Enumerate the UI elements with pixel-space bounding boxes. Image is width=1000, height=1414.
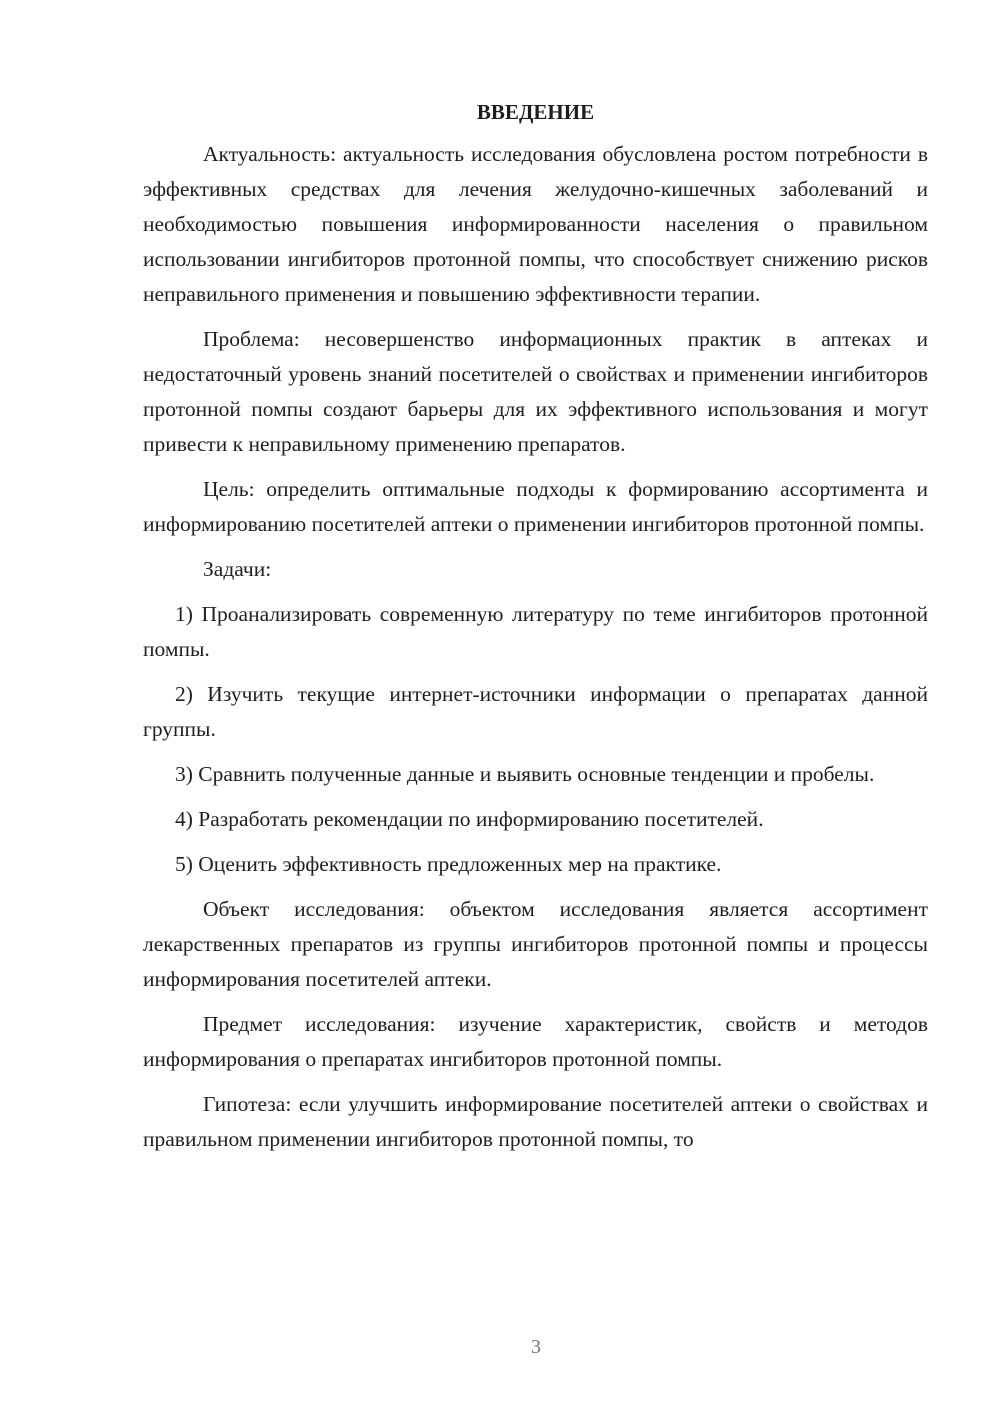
object-paragraph: Объект исследования: объектом исследования является ассортимент лекарственных препаратов из группы ингибиторов протонной помпы и процессы информирования посетителей аптеки.: [143, 897, 928, 991]
relevance-paragraph: Актуальность: актуальность исследования обусловлена ростом потребности в эффективных средствах для лечения желудочно-кишечных заболеваний и необходимостью повышения информированности населения о правильном использовании ингибиторов протонной помпы, что способствует снижению рисков неправильного применения и повышению эффективности терапии.: [143, 142, 928, 306]
section-title: ВВЕДЕНИЕ: [476, 100, 595, 124]
task-item-5: 5) Оценить эффективность предложенных мер на практике.: [175, 852, 722, 876]
task-item-4: 4) Разработать рекомендации по информированию посетителей.: [175, 807, 764, 831]
task-item-2: 2) Изучить текущие интернет-источники информации о препаратах данной группы.: [143, 682, 928, 741]
problem-paragraph: Проблема: несовершенство информационных практик в аптеках и недостаточный уровень знаний посетителей о свойствах и применении ингибиторов протонной помпы создают барьеры для их эффективного использования и могут привести к неправильному применению препаратов.: [143, 327, 928, 456]
hypothesis-paragraph: Гипотеза: если улучшить информирование посетителей аптеки о свойствах и правильном применении ингибиторов протонной помпы, то: [143, 1092, 928, 1151]
task-item-1: 1) Проанализировать современную литературу по теме ингибиторов протонной помпы.: [143, 602, 928, 661]
task-item-3: 3) Сравнить полученные данные и выявить основные тенденции и пробелы.: [175, 762, 875, 786]
page-body: [143, 97, 928, 1167]
subject-paragraph: Предмет исследования: изучение характеристик, свойств и методов информирования о препаратах ингибиторов протонной помпы.: [143, 1012, 928, 1071]
goal-paragraph: Цель: определить оптимальные подходы к формированию ассортимента и информированию посетителей аптеки о применении ингибиторов протонной помпы.: [143, 477, 928, 536]
page-number: 3: [531, 1336, 541, 1358]
tasks-heading: Задачи:: [203, 557, 272, 581]
